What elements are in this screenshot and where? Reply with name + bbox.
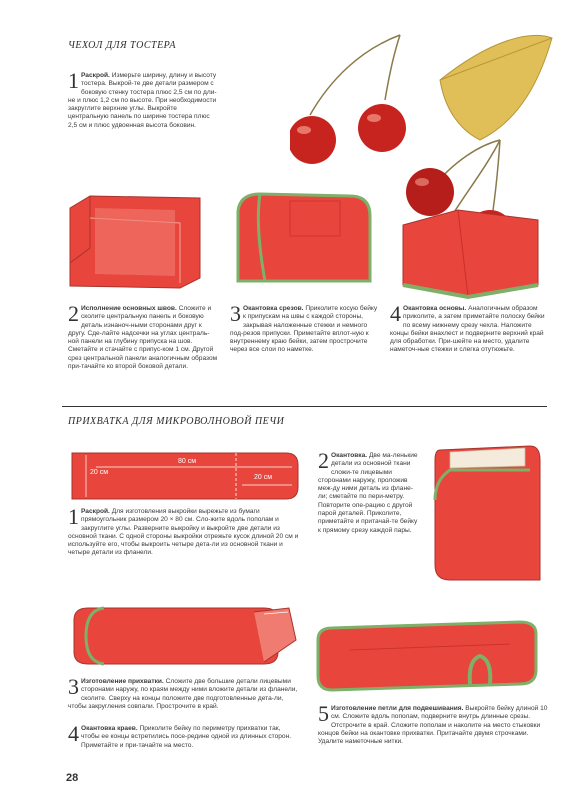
toaster-step-4-illustration: [398, 205, 548, 300]
step-1-potholder-cut: [68, 504, 300, 558]
dimension-piece: 20 см: [254, 474, 273, 481]
pattern-diagram: [66, 445, 304, 507]
step-text: Аналогичным образом приколите, а затем приметайте полоску бейки по всему нижнему срезу чехла. Наложите концы бейки внахлест и подверните верхний край для обработки. При-шейте на место, удалите наметоч-ные стежки и слегка отутюжьте.: [390, 305, 545, 354]
step-3-assembly: [68, 674, 300, 711]
step-text: Выкройте бейку длиной 10 см. Сложите вдоль пополам, подверните внутрь длинные срезы. Отстрочите в край. Сложите пополам и наколите на место стыковки концов бейки на окантовке прихватки. Притачайте двумя строчками. Удалите наметочные нитки.: [318, 705, 548, 746]
cherry-2: [358, 104, 406, 152]
dimension-width: 20 см: [90, 469, 109, 476]
toaster-step-3-illustration: [230, 186, 380, 296]
step-heading: Изготовление петли для подвешивания.: [331, 705, 464, 712]
step-heading: Исполнение основных швов.: [81, 305, 177, 312]
toaster-step-2-illustration: [60, 188, 215, 293]
step-number: 2: [68, 301, 79, 326]
step-text: Приколите косую бейку к припускам на швы с каждой стороны, закрывая наложенные стежки и немного под-резов припуски. Приметайте вплот-ную к внутреннему краю бейки, затем прострочите через все слои по наметке.: [230, 305, 378, 354]
step-text: Приколите бейку по периметру прихватки так, чтобы ее концы встретились посе-редине одной из длинных сторон. Приметайте и при-тачайте на место.: [81, 725, 292, 749]
leaf-shape: [440, 35, 552, 140]
step-text: Сложите две большие детали лицевыми сторонами наружу, по краям между ними вложите детали из фланели, сколите. Сверху на концы положите две подготовленные дета-ли, чтобы закругления совпали. Прострочите в край.: [68, 678, 298, 710]
dimension-length: 80 см: [178, 458, 197, 465]
step-5-loop: [318, 701, 548, 746]
potholder-assembly-illustration: [64, 600, 304, 672]
step-heading: Окантовка срезов.: [243, 305, 304, 312]
step-number: 5: [318, 701, 329, 726]
step-3-edges: [230, 301, 378, 355]
step-number: 3: [68, 674, 79, 699]
step-number: 3: [230, 301, 241, 326]
binding-illustration: [420, 440, 548, 590]
step-number: 1: [68, 504, 79, 529]
step-2-binding: [318, 448, 418, 535]
step-4-base: [390, 301, 545, 355]
section-title-toaster: ЧЕХОЛ ДЛЯ ТОСТЕРА: [68, 40, 177, 51]
step-text: Две ма-ленькие детали из основной ткани сложи-те лицевыми сторонами наружу, проложив меж-ду ними деталь из флане-ли; сметайте по пери-метру. Повторите опе-рацию с другой парой деталей. Приколите, приметайте и притачай-те бейку к прямому срезу каждой пары.: [318, 452, 418, 534]
step-number: 1: [68, 68, 79, 93]
hanging-loop-illustration: [310, 600, 550, 698]
step-heading: Раскрой.: [81, 508, 110, 515]
step-heading: Окантовка основы.: [403, 305, 467, 312]
step-2-seams: [68, 301, 218, 371]
step-4-edges: [68, 721, 300, 750]
step-number: 4: [68, 721, 79, 746]
step-heading: Окантовка.: [331, 452, 368, 459]
section-title-potholder: ПРИХВАТКА ДЛЯ МИКРОВОЛНОВОЙ ПЕЧИ: [68, 416, 285, 427]
step-heading: Изготовление прихватки.: [81, 678, 164, 685]
step-number: 2: [318, 448, 329, 473]
step-1-raskroy: [68, 68, 218, 130]
page-number: 28: [66, 772, 79, 784]
step-heading: Окантовка краев.: [81, 725, 138, 732]
step-text: Для изготовления выкройки вырежьте из бумаги прямоугольник размером 20 × 80 см. Сло-жите вдоль пополам и закруглите углы. Разверните выкройку и выкройте две детали из основной ткани. С одной стороны выкройки отрежьте кусок длиной 20 см и используйте его, чтобы выкроить четыре дета-ли из основной ткани и четыре детали из фланели.: [68, 508, 299, 557]
step-number: 4: [390, 301, 401, 326]
step-heading: Раскрой.: [81, 72, 110, 79]
step-text: Измерьте ширину, длину и высоту тостера. Выкрой-те две детали размером с боковую стенку тостера плюс 2,5 см по дли-не и плюс 1,2 см по высоте. При необходимости закруглите верхние углы. Выкройте центральную панель по ширине тостера плюс 2,5 см и плюс удвоенная высота боковин.: [68, 72, 217, 129]
section-divider: [62, 406, 547, 407]
step-text: Сложите и сколите центральную панель и боковую деталь изнаноч-ными сторонами друг к другу. Сде-лайте надсечки на углах централь-ной панели на глубину припуска на шов. Сметайте и стачайте с припус-ком 1 см. Другой срез центральной панели аналогичным образом при-тачайте ко второй боковой детали.: [68, 305, 218, 371]
cherry-1: [290, 116, 336, 164]
